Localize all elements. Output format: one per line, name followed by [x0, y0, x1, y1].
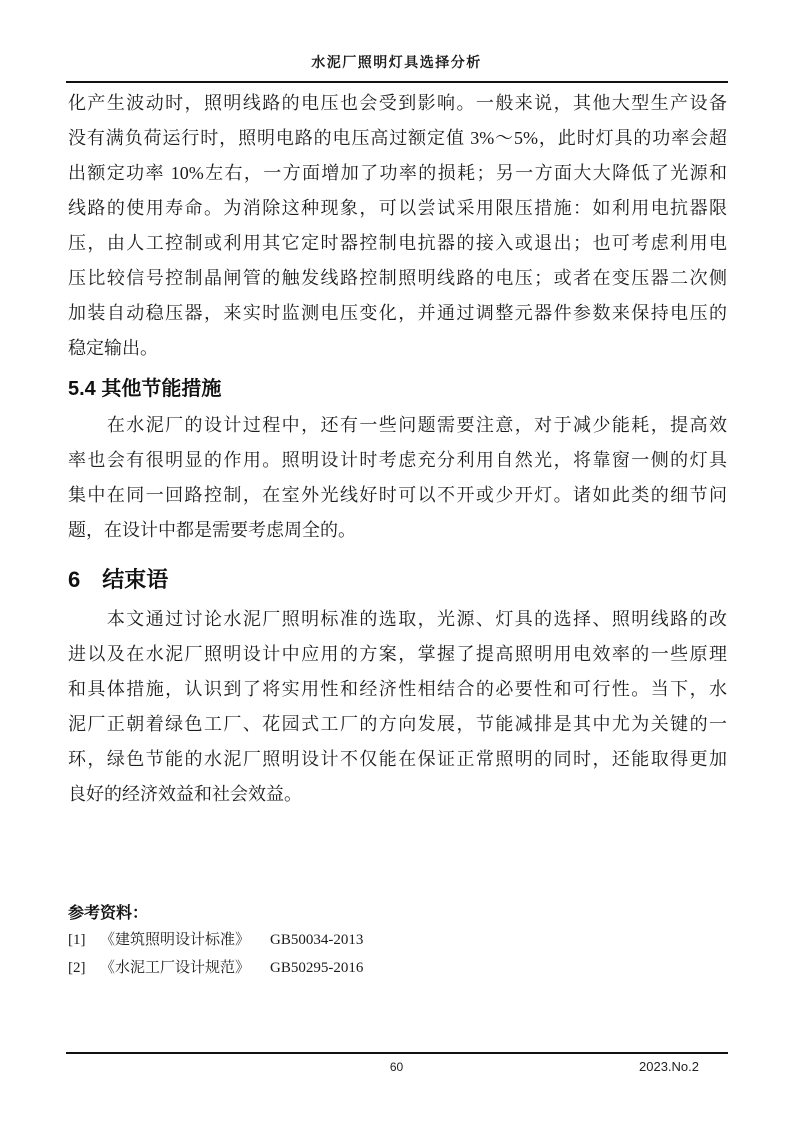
journal-issue: 2023.No.2 [639, 1059, 699, 1074]
body-line: 稳定输出。 [68, 338, 158, 358]
reference-code: GB50034-2013 [270, 932, 364, 948]
body-line: 环，绿色节能的水泥厂照明设计不仅能在保证正常照明的同时，还能取得更加 [68, 749, 727, 769]
body-line: 没有满负荷运行时，照明电路的电压高过额定值 3%～5%，此时灯具的功率会超 [68, 128, 727, 148]
reference-name: 《水泥工厂设计规范》 [100, 960, 251, 976]
header-rule [66, 81, 728, 83]
body-line: 泥厂正朝着绿色工厂、花园式工厂的方向发展，节能减排是其中尤为关键的一 [68, 714, 727, 734]
body-line: 出额定功率 10%左右，一方面增加了功率的损耗；另一方面大大降低了光源和 [68, 163, 727, 183]
footer-rule [66, 1052, 728, 1054]
body-line: 压，由人工控制或利用其它定时器控制电抗器的接入或退出；也可考虑利用电 [68, 233, 727, 253]
body-line: 题，在设计中都是需要考虑周全的。 [68, 520, 356, 540]
body-line: 本文通过讨论水泥厂照明标准的选取，光源、灯具的选择、照明线路的改 [68, 609, 727, 629]
body-line: 线路的使用寿命。为消除这种现象，可以尝试采用限压措施：如利用电抗器限 [68, 198, 727, 218]
body-line: 集中在同一回路控制，在室外光线好时可以不开或少开灯。诸如此类的细节问 [68, 485, 727, 505]
body-line: 和具体措施，认识到了将实用性和经济性相结合的必要性和可行性。当下，水 [68, 679, 727, 699]
body-line: 率也会有很明显的作用。照明设计时考虑充分利用自然光，将靠窗一侧的灯具 [68, 450, 727, 470]
body-line: 加装自动稳压器，来实时监测电压变化，并通过调整元器件参数来保持电压的 [68, 303, 727, 323]
reference-code: GB50295-2016 [270, 960, 364, 976]
body-line: 化产生波动时，照明线路的电压也会受到影响。一般来说，其他大型生产设备 [68, 93, 727, 113]
reference-item [68, 926, 727, 954]
body-line: 压比较信号控制晶闸管的触发线路控制照明线路的电压；或者在变压器二次侧 [68, 268, 727, 288]
section-heading-5-4: 5.4 其他节能措施 [68, 378, 222, 400]
body-line: 进以及在水泥厂照明设计中应用的方案，掌握了提高照明用电效率的一些原理 [68, 644, 727, 664]
body-line: 在水泥厂的设计过程中，还有一些问题需要注意，对于减少能耗，提高效 [68, 415, 727, 435]
reference-index: [1] [68, 932, 86, 948]
page-number: 60 [389, 1060, 404, 1074]
section-heading-6: 6 结束语 [68, 567, 169, 592]
reference-item [68, 954, 727, 982]
body-text-block [68, 86, 727, 982]
reference-index: [2] [68, 960, 86, 976]
body-line: 良好的经济效益和社会效益。 [68, 784, 302, 804]
references-title: 参考资料： [68, 905, 149, 922]
reference-name: 《建筑照明设计标准》 [100, 932, 251, 948]
running-head-title: 水泥厂照明灯具选择分析 [311, 56, 482, 71]
